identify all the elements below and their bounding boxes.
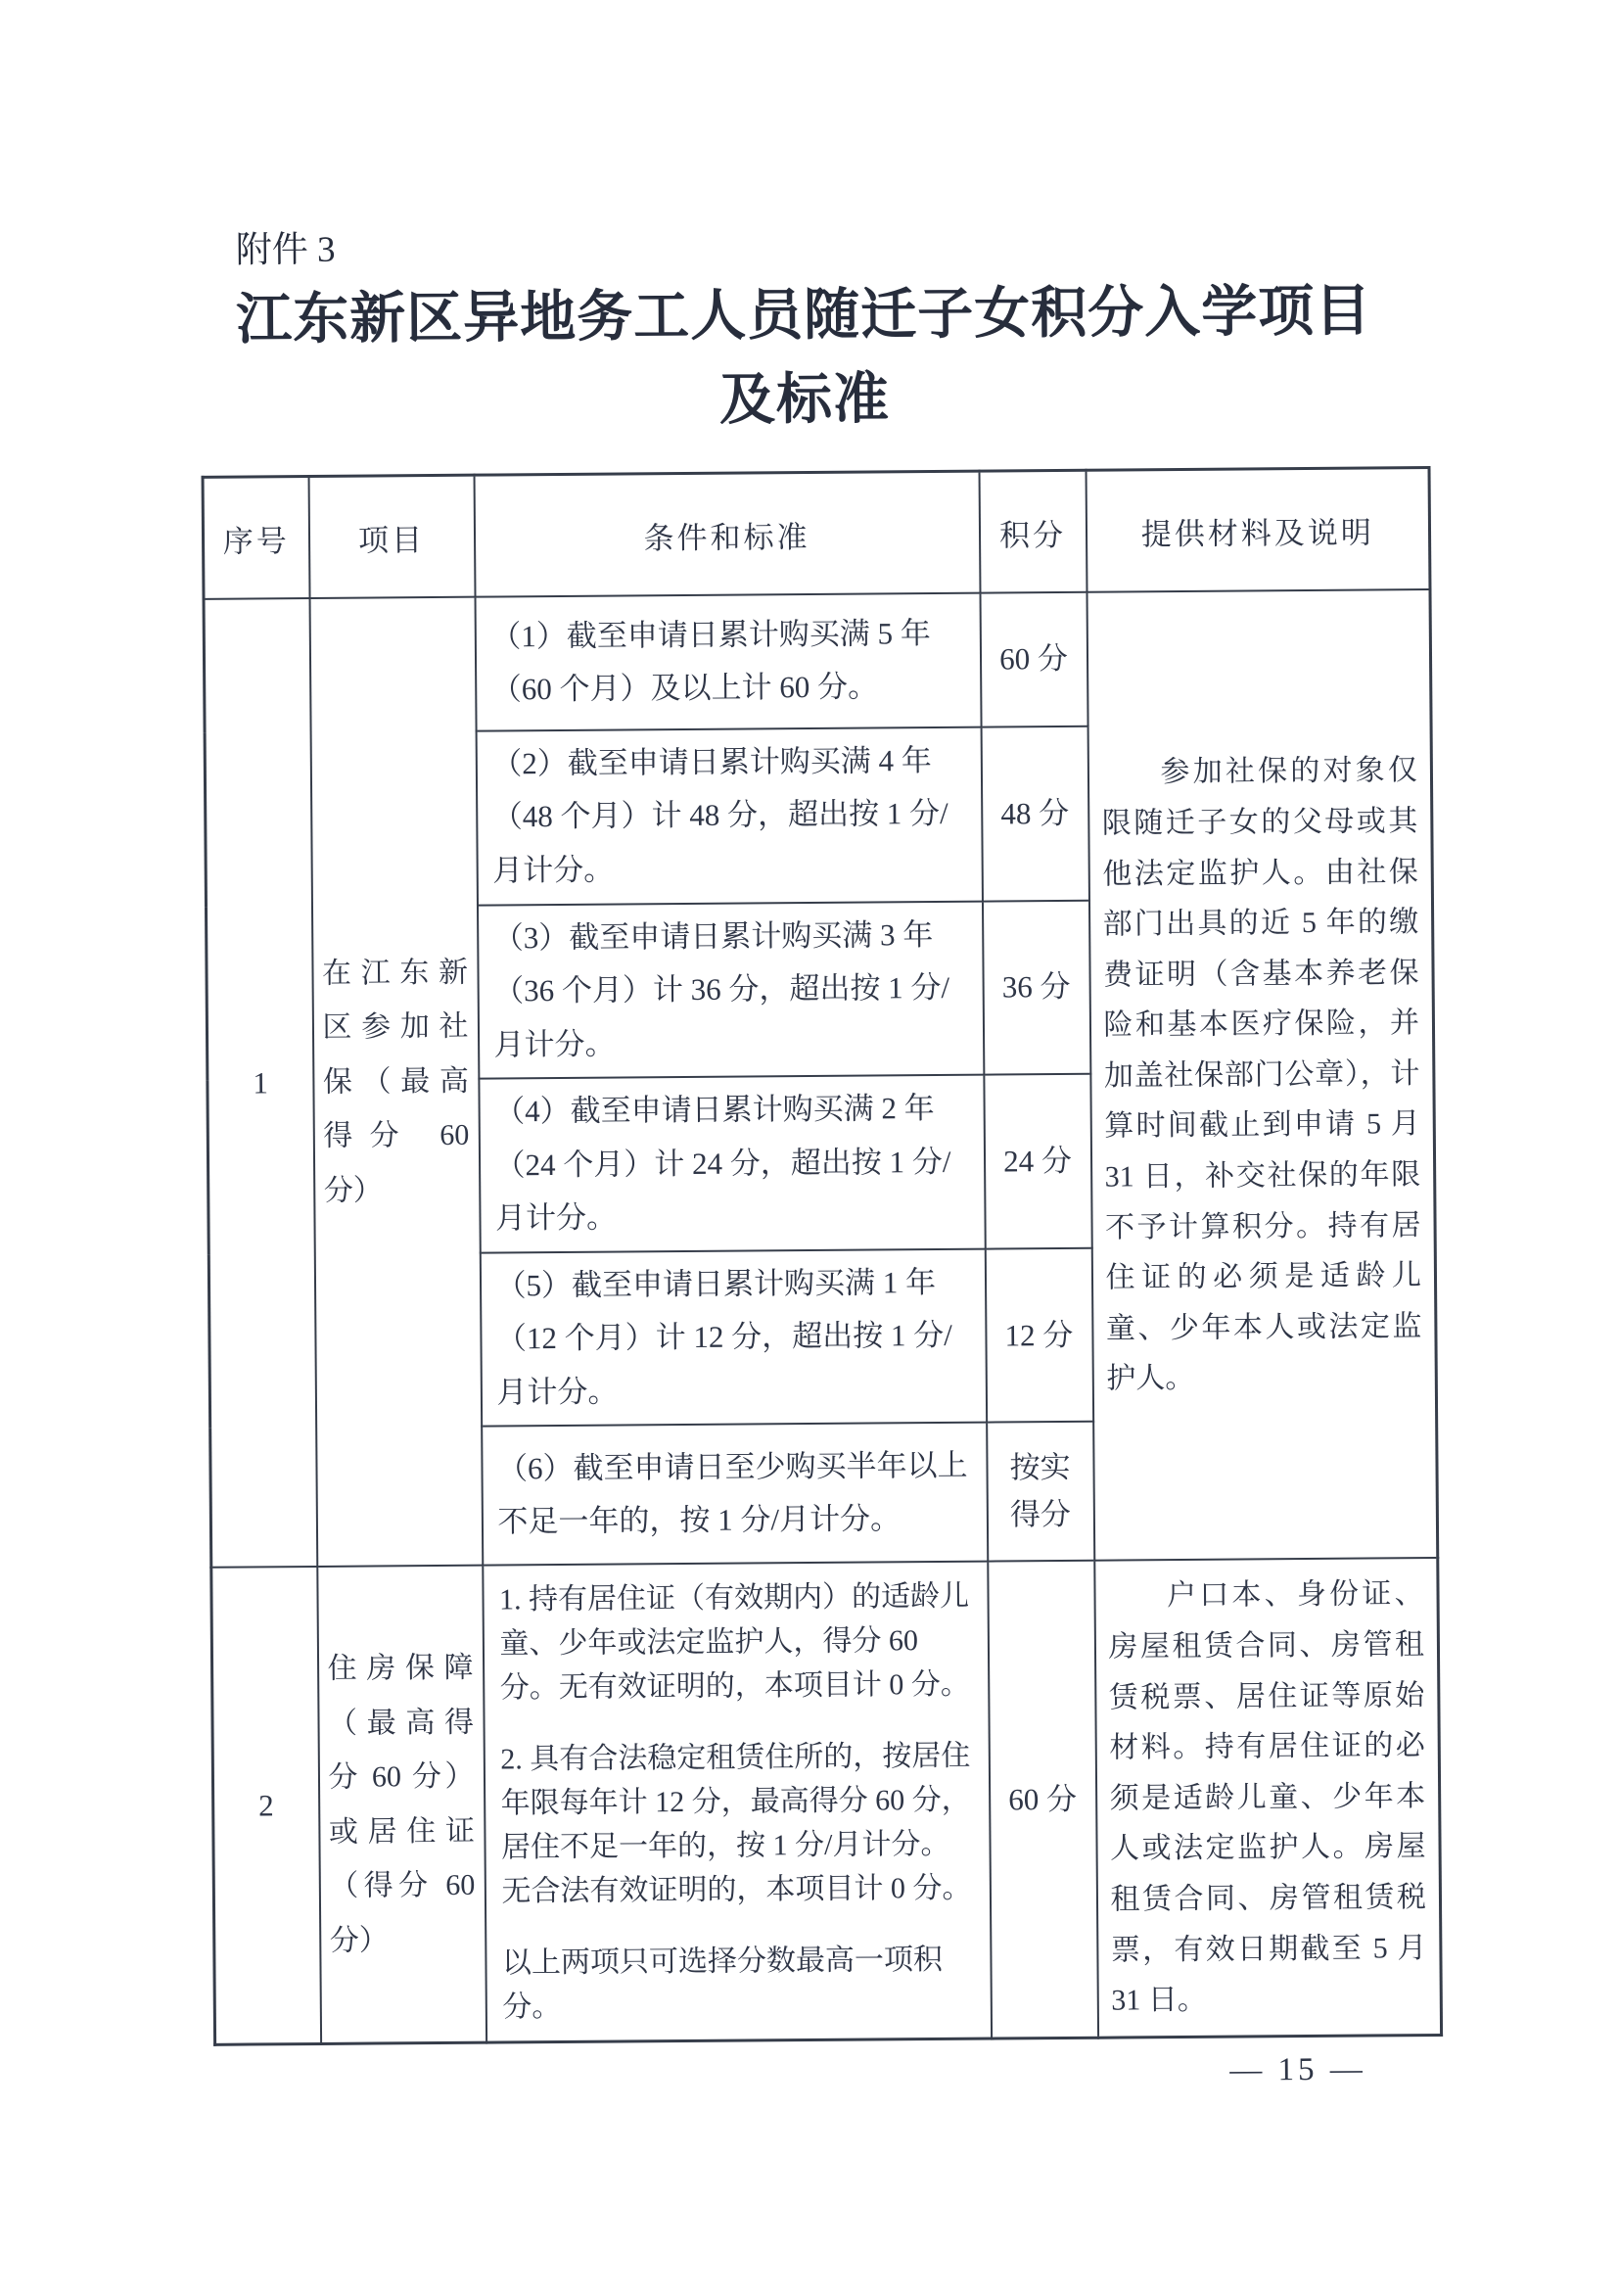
row1-points-4: 24 分 — [984, 1074, 1091, 1248]
row2-materials — [1094, 1558, 1442, 2038]
row1-materials — [1087, 589, 1438, 1561]
row1-points-1: 60 分 — [980, 592, 1087, 727]
col-header-points: 积分 — [979, 471, 1087, 593]
row2-item: 住房保障（最高得分 60 分）或居住证（得分 60 分） — [317, 1566, 486, 2043]
row2-materials-text: 户口本、身份证、房屋租赁合同、房管租赁税票、居住证等原始材料。持有居住证的必须是适龄儿童、少年本人或法定监护人。房屋租赁合同、房管租赁税票，有效日期截至 5 月 31 日。 — [1108, 1577, 1427, 2017]
row2-number: 2 — [211, 1567, 321, 2044]
col-header-condition: 条件和标准 — [474, 472, 980, 597]
row2-condition-paragraph-2: 2. 具有合法稳定租赁住所的，按居住年限每年计 12 分，最高得分 60 分，居住不足一年的，按 1 分/月计分。无合法有效证明的，本项目计 0 分。 — [500, 1739, 972, 1908]
title-line-2: 及标准 — [718, 368, 891, 432]
row2-condition — [483, 1562, 992, 2042]
table-header-row — [203, 468, 1430, 599]
row1-materials-text: 参加社保的对象仅限随迁子女的父母或其他法定监护人。由社保部门出具的近 5 年的缴费证明（含基本养老保险和基本医疗保险，并加盖社保部门公章），计算时间截止到申请 5 月 31 日，补交社保的年限不予计算积分。持有居住证的必须是适龄儿童、少年本人或法定监护人。 — [1101, 754, 1422, 1396]
row2-condition-paragraph-1: 1. 持有居住证（有效期内）的适龄儿童、少年或法定监护人，得分 60 分。无有效证明的，本项目计 0 分。 — [498, 1579, 970, 1705]
points-table — [202, 466, 1444, 2045]
page-number: — 15 — — [1229, 2051, 1366, 2088]
col-header-materials: 提供材料及说明 — [1086, 468, 1430, 592]
row1-item: 在江东新区参加社保（最高得分 60 分） — [309, 597, 483, 1568]
row2-condition-paragraph-3: 以上两项只可选择分数最高一项积分。 — [501, 1944, 944, 2024]
table-row — [211, 1558, 1442, 2044]
row1-points-5: 12 分 — [985, 1248, 1092, 1423]
title-line-1: 江东新区异地务工人员随迁子女积分入学项目 — [236, 280, 1372, 351]
row1-condition-6: （6）截至申请日至少购买半年以上不足一年的，按 1 分/月计分。 — [482, 1423, 988, 1566]
col-header-no: 序号 — [203, 477, 309, 599]
row1-condition-1: （1）截至申请日累计购买满 5 年（60 个月）及以上计 60 分。 — [475, 593, 981, 731]
row2-points: 60 分 — [988, 1561, 1098, 2038]
col-header-item: 项目 — [308, 476, 475, 598]
document-title — [138, 269, 1470, 447]
attachment-label: 附件 3 — [235, 229, 336, 271]
row1-condition-4: （4）截至申请日累计购买满 2 年（24 个月）计 24 分，超出按 1 分/月计分。 — [479, 1075, 985, 1253]
row1-points-6: 按实得分 — [987, 1422, 1094, 1562]
row1-points-2: 48 分 — [981, 726, 1088, 901]
row1-number: 1 — [204, 598, 317, 1568]
table-row — [204, 589, 1431, 733]
row1-condition-3: （3）截至申请日累计购买满 3 年（36 个月）计 36 分，超出按 1 分/月计分。 — [477, 901, 983, 1079]
row1-points-3: 36 分 — [982, 900, 1089, 1074]
row1-condition-5: （5）截至申请日累计购买满 1 年（12 个月）计 12 分，超出按 1 分/月计分。 — [480, 1248, 986, 1427]
row1-condition-2: （2）截至申请日累计购买满 4 年（48 个月）计 48 分，超出按 1 分/月计分。 — [476, 727, 982, 906]
